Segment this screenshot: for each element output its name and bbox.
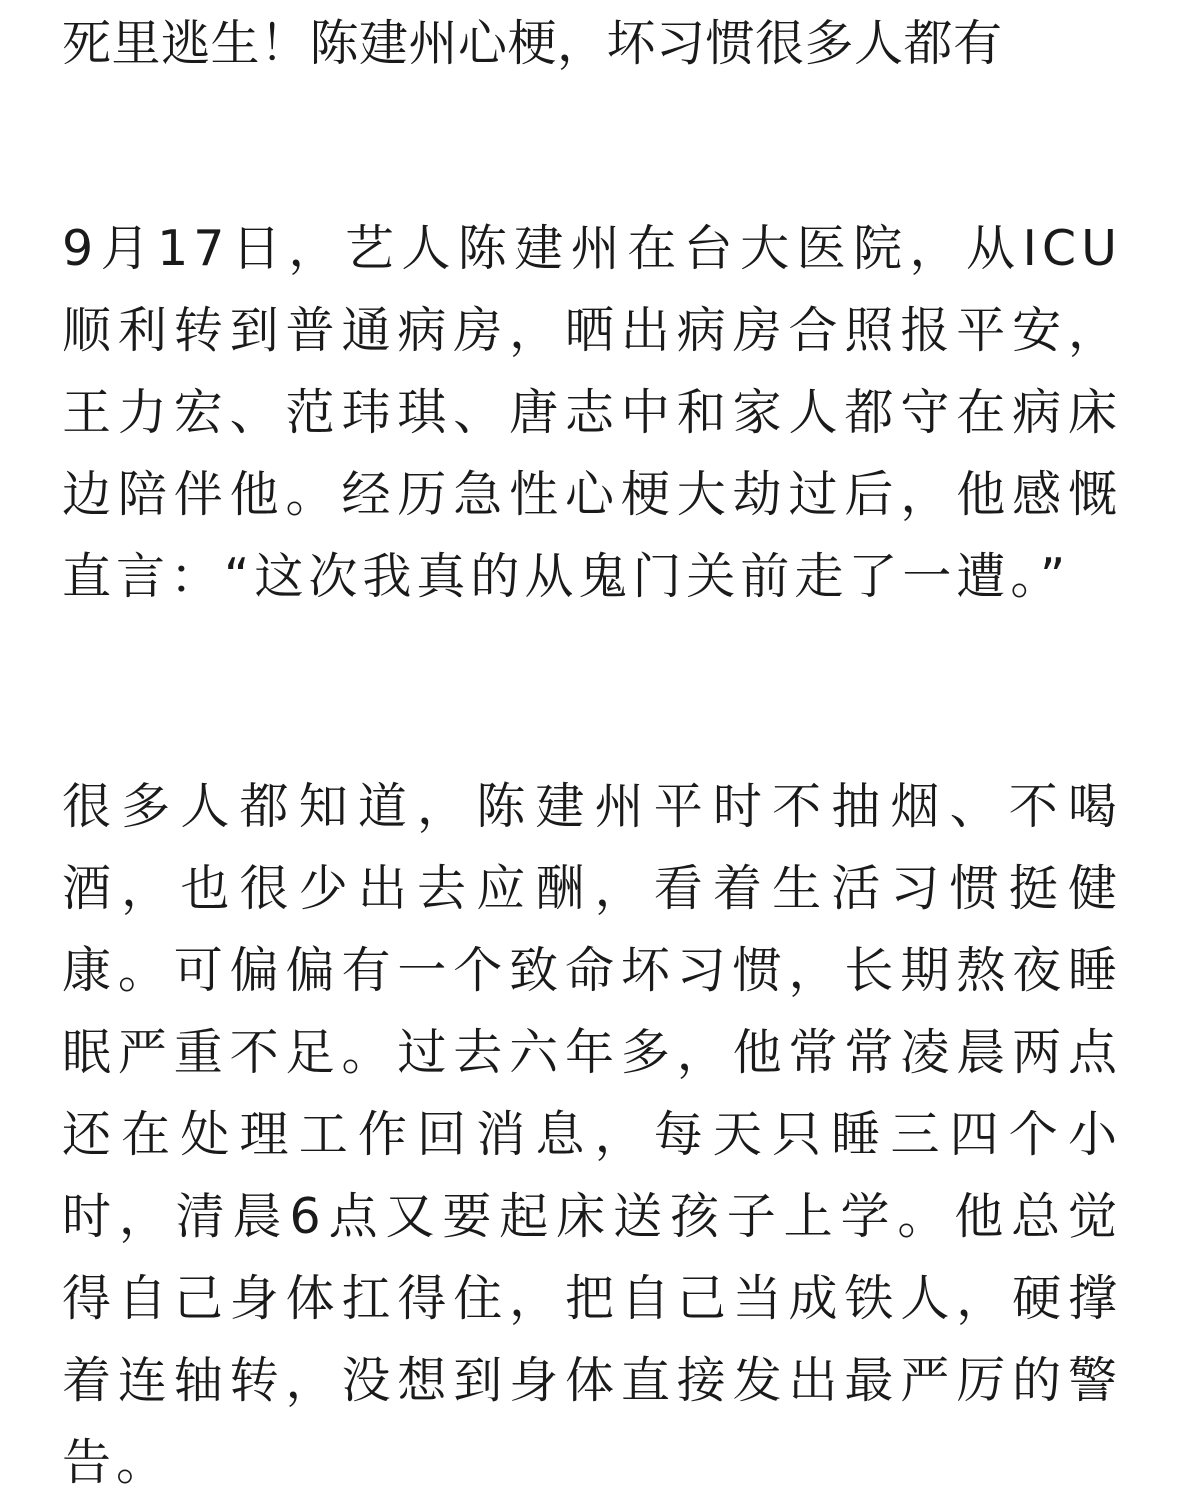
- article-title: 死里逃生！陈建州心梗，坏习惯很多人都有: [62, 15, 1003, 72]
- article-paragraph-1: 9月17日，艺人陈建州在台大医院，从ICU顺利转到普通病房，晒出病房合照报平安，王力宏、范玮琪、唐志中和家人都守在病床边陪伴他。经历急性心梗大劫过后，他感慨直言：“这次我真的从鬼门关前走了一遭。”: [62, 220, 1122, 605]
- article: [62, 0, 1122, 1504]
- article-paragraph-2: 很多人都知道，陈建州平时不抽烟、不喝酒，也很少出去应酬，看着生活习惯挺健康。可偏偏有一个致命坏习惯，长期熬夜睡眠严重不足。过去六年多，他常常凌晨两点还在处理工作回消息，每天只睡三四个小时，清晨6点又要起床送孩子上学。他总觉得自己身体扛得住，把自己当成铁人，硬撑着连轴转，没想到身体直接发出最严厉的警告。: [62, 778, 1122, 1491]
